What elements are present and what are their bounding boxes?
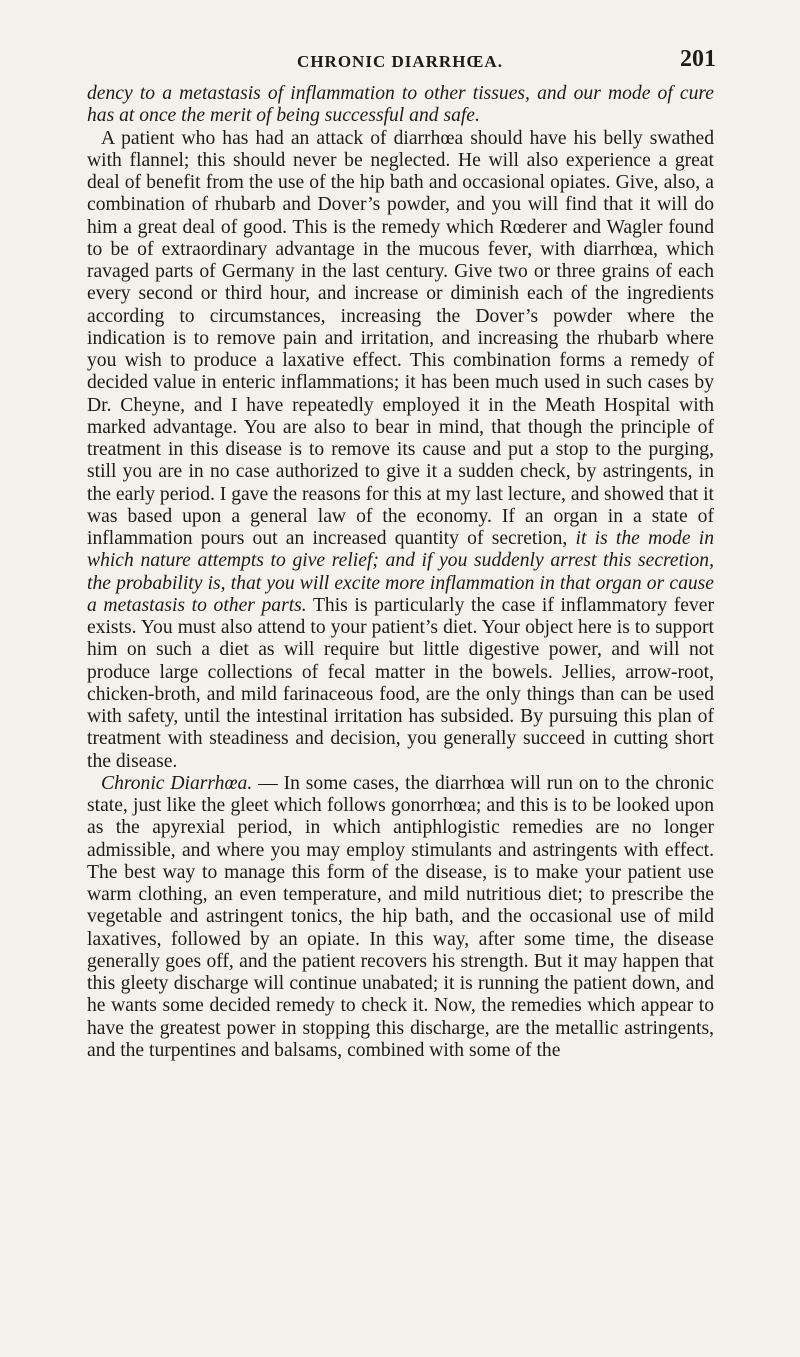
body-text	[87, 83, 714, 1062]
paragraph-text: This is particularly the case if inflammatory fever exists. You must also attend to your patient’s diet. Your object here is to support him on such a diet as will require but little digestive power, and will not produce large collections of fecal matter in the bowels. Jellies, arrow-root, chicken-broth, and mild farinaceous food, are the only things than can be used with safety, until the intestinal irritation has subsided. By pursuing this plan of treatment with steadiness and decision, you generally succeed in cutting short the disease.	[87, 594, 714, 772]
running-head: CHRONIC DIARRHŒA.	[297, 52, 503, 71]
paragraph-text: — In some cases, the diarrhœa will run on to the chronic state, just like the gleet which follows gonorrhœa; and this is to be looked upon as the apyrexial period, in which antiphlogistic remedies are no longer admissible, and where you may employ stimulants and astringents with effect. The best way to manage this form of the disease, is to make your patient use warm clothing, an even temperature, and mild nutritious diet; to prescribe the vegetable and astringent tonics, the hip bath, and the occasional use of mild laxatives, followed by an opiate. In this way, after some time, the disease generally goes off, and the patient recovers his strength. But it may happen that this gleety discharge will continue unabated; it is running the patient down, and he wants some decided remedy to check it. Now, the remedies which appear to have the greatest power in stopping this discharge, are the metallic astringents, and the turpentines and balsams, combined with some of the	[87, 772, 714, 1061]
paragraph-text: A patient who has had an attack of diarrhœa should have his belly swathed with flannel; this should never be neglected. He will also experience a great deal of benefit from the use of the hip bath and occasional opiates. Give, also, a combination of rhubarb and Dover’s powder, and you will find that it will do him a great deal of good. This is the remedy which Rœderer and Wagler found to be of extraordinary advantage in the mucous fever, with diarrhœa, which ravaged parts of Germany in the last century. Give two or three grains of each every second or third hour, and increase or diminish each of the ingredients according to circumstances, increasing the Dover’s powder where the indication is to remove pain and irritation, and increasing the rhubarb where you wish to produce a laxative effect. This combination forms a remedy of decided value in enteric inflammations; it has been much used in such cases by Dr. Cheyne, and I have repeatedly employed it in the Meath Hospital with marked advantage. You are also to bear in mind, that though the principle of treatment in this disease is to remove its cause and put a stop to the purging, still you are in no case authorized to give it a sudden check, by astringents, in the early period. I gave the reasons for this at my last lecture, and showed that it was based upon a general law of the economy. If an organ in a state of inflammation pours out an increased quantity of secretion,	[87, 127, 714, 549]
paragraph-treatment	[87, 128, 714, 773]
section-heading: Chronic Diarrhœa.	[101, 772, 253, 794]
paragraph-chronic-diarrhoea	[87, 773, 714, 1062]
page-header	[0, 46, 800, 82]
italic-emphasis: it is the mode in which nature attempts to give relief; and if you suddenly arrest this secretion, the probability is, that you will excite more inflammation in that organ or cause a metastasis to other parts.	[87, 528, 714, 616]
italic-lead: dency to a metastasis of inflammation to other tissues, and our mode of cure has at once the merit of being successful and safe.	[87, 83, 714, 127]
paragraph-continuation	[87, 83, 714, 128]
page-number: 201	[680, 46, 716, 72]
